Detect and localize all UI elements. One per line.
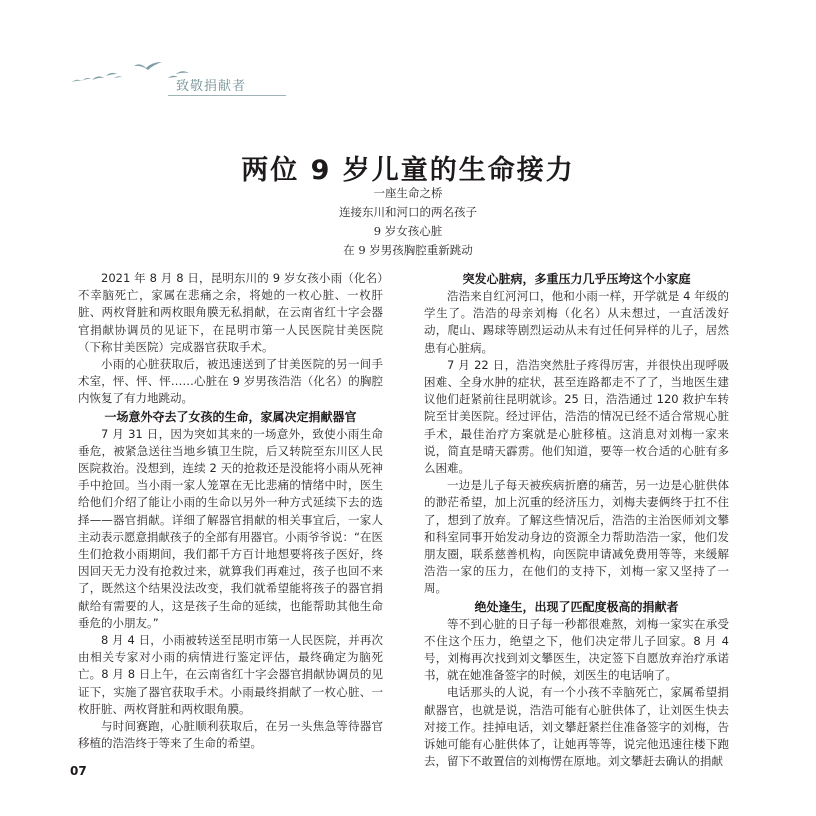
paragraph: 小雨的心脏获取后，被迅速送到了甘美医院的另一间手术室，怦、怦、怦……心脏在 9 岁男孩浩浩（化名）的胸腔内恢复了有力地跳动。 (78, 357, 383, 406)
paragraph: 7 月 31 日，因为突如其来的一场意外，致使小雨生命垂危，被紧急送往当地乡镇卫生院，后又转院至东川区人民医院救治。没想到，连续 2 天的抢救还是没能将小雨从死神手中抢回。当小雨一家人笼罩在无比悲痛的情绪中时，医生给他们介绍了能让小雨的生命以另外一种方式延续下去的选择——器官捐献。详细了解器官捐献的相关事宜后，一家人主动表示愿意捐献孩子的全部有用器官。小雨爷爷说：“在医生们抢救小雨期间，我们都千方百计地想要将孩子医好，终因回天无力没有抢救过来，就算我们再难过，孩子也回不来了，既然这个结果没法改变，我们就希望能将孩子的器官捐献给有需要的人，这是孩子生命的延续，也能帮助其他生命垂危的小朋友。” (78, 426, 383, 630)
right-column (424, 270, 729, 770)
paragraph: 2021 年 8 月 8 日，昆明东川的 9 岁女孩小雨（化名）不幸脑死亡，家属在悲痛之余，将她的一枚心脏、一枚肝脏、两枚肾脏和两枚眼角膜无私捐献，在云南省红十字会器官捐献协调员的见证下，在昆明市第一人民医院甘美医院（下称甘美医院）完成器官获取手术。 (78, 271, 383, 354)
paragraph: 7 月 22 日，浩浩突然肚子疼得厉害，并很快出现呼吸困难、全身水肿的症状，甚至连路都走不了了，当地医生建议他们赶紧前往昆明就诊。25 日，浩浩通过 120 救护车转院至甘美医院。经过评估，浩浩的情况已经不适合常规心脏手术，最佳治疗方案就是心脏移植。这消息对刘梅一家来说，简直是晴天霹雳。他们知道，要等一枚合适的心脏有多么困难。 (424, 357, 729, 476)
paragraph: 与时间赛跑，心脏顺利获取后，在另一头焦急等待器官移植的浩浩终于等来了生命的希望。 (78, 719, 383, 751)
poem-line: 在 9 岁男孩胸腔重新跳动 (343, 243, 473, 257)
article-title: 两位 9 岁儿童的生命接力 (241, 155, 575, 187)
left-column (78, 270, 383, 752)
section-tag: 致敬捐献者 (176, 79, 247, 94)
paragraph: 8 月 4 日，小雨被转送至昆明市第一人民医院，并再次由相关专家对小雨的病情进行鉴定评估，最终确定为脑死亡。8 月 8 日上午，在云南省红十字会器官捐献协调员的见证下，实施了器官获取手术。小雨最终捐献了一枚心脏、一枚肝脏、两枚肾脏和两枚眼角膜。 (78, 633, 383, 716)
section-heading: 一场意外夺去了女孩的生命，家属决定捐献器官 (104, 409, 357, 424)
page-number: 07 (70, 764, 87, 778)
section-heading: 突发心脏病，多重压力几乎压垮这个小家庭 (462, 272, 691, 286)
poem-line: 9 岁女孩心脏 (373, 224, 443, 238)
section-heading: 绝处逢生，出现了匹配度极高的捐献者 (474, 599, 679, 614)
paragraph: 电话那头的人说，有一个小孩不幸脑死亡，家属希望捐献器官，也就是说，浩浩可能有心脏供体了，让刘医生快去对接工作。挂掉电话，刘文攀赶紧拦住准备签字的刘梅，告诉她可能有心脏供体了，让她再等等，说完他迅速往楼下跑去，留下不敢置信的刘梅愣在原地。刘文攀赶去确认的捐献 (424, 685, 729, 769)
poem-line: 一座生命之桥 (373, 186, 443, 200)
article-intro-poem (0, 184, 816, 260)
header-divider (168, 95, 286, 96)
poem-line: 连接东川和河口的两名孩子 (339, 205, 477, 219)
paragraph: 浩浩来自红河河口，他和小雨一样，开学就是 4 年级的学生了。浩浩的母亲刘梅（化名）从未想过，一直活泼好动，爬山、踢球等剧烈运动从未有过任何异样的儿子，居然患有心脏病。 (424, 289, 729, 355)
paragraph: 一边是儿子每天被疾病折磨的痛苦，另一边是心脏供体的渺茫希望，加上沉重的经济压力，刘梅夫妻俩终于扛不住了，想到了放弃。了解这些情况后，浩浩的主治医师刘文攀和科室同事开始发动身边的资源全力帮助浩浩一家，他们发朋友圈，联系慈善机构，向医院申请减免费用等等，来缓解浩浩一家的压力，在他们的支持下，刘梅一家又坚持了一周。 (424, 478, 729, 596)
paragraph: 等不到心脏的日子每一秒都很难熬，刘梅一家实在承受不住这个压力，绝望之下，他们决定带儿子回家。8 月 4 号，刘梅再次找到刘文攀医生，决定签下自愿放弃治疗承诺书，就在她准备签字的时候，刘医生的电话响了。 (424, 616, 729, 683)
